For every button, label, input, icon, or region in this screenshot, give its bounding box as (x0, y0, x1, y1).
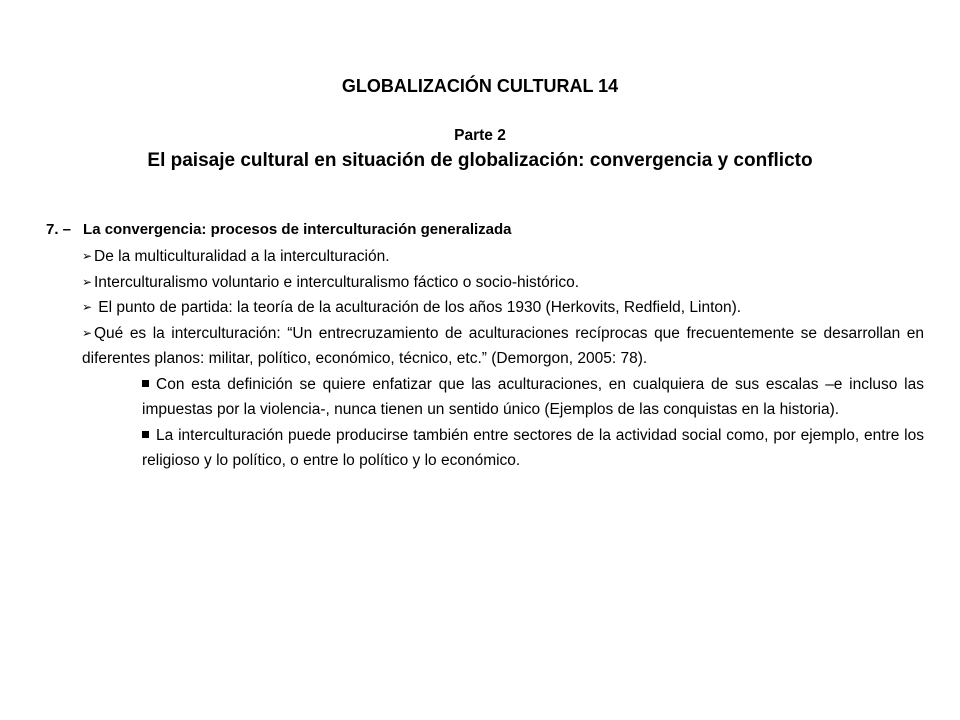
arrow-bullet-icon: ➢ (82, 249, 93, 263)
section-heading (46, 221, 512, 238)
sub-bullet-text: Con esta definición se quiere enfatizar que las aculturaciones, en cualquiera de sus escalas –e incluso las impuestas por la violencia-, nunca tienen un sentido único (Ejemplos de las conquistas en la historia). (142, 375, 924, 418)
bullet-list (82, 244, 924, 474)
bullet-text: El punto de partida: la teoría de la aculturación de los años 1930 (Herkovits, Redfield, Linton). (94, 299, 742, 316)
bullet-item (82, 244, 924, 270)
bullet-item (82, 295, 924, 321)
slide-title: GLOBALIZACIÓN CULTURAL 14 (341, 76, 619, 96)
bullet-text: De la multiculturalidad a la interculturación. (94, 248, 390, 265)
slide-content (82, 244, 924, 474)
bullet-item (82, 270, 924, 296)
bullet-item (82, 321, 924, 474)
sub-bullet-item (142, 423, 924, 474)
bullet-text: Interculturalismo voluntario e interculturalismo fáctico o socio-histórico. (94, 273, 580, 291)
arrow-bullet-icon: ➢ (82, 300, 93, 314)
bullet-text: Qué es la interculturación: “Un entrecruzamiento de aculturaciones recíprocas que frecuentemente se desarrollan en diferentes planos: militar, político, económico, técnico, etc.” (Demorgon, 2005: 78). (82, 324, 924, 367)
section-heading-text: La convergencia: procesos de interculturación generalizada (83, 221, 512, 238)
square-bullet-icon (142, 431, 149, 438)
slide-subtitle: El paisaje cultural en situación de globalización: convergencia y conflicto (147, 150, 813, 171)
part-label: Parte 2 (454, 127, 506, 144)
square-bullet-icon (142, 380, 149, 387)
arrow-bullet-icon: ➢ (82, 274, 93, 289)
sub-bullet-list (82, 372, 924, 474)
section-number: 7. – (46, 221, 72, 238)
sub-bullet-text: La interculturación puede producirse también entre sectores de la actividad social como, por ejemplo, entre los religioso y lo político, o entre lo político y lo económico. (142, 426, 924, 469)
sub-bullet-item (142, 372, 924, 423)
arrow-bullet-icon: ➢ (82, 325, 93, 340)
